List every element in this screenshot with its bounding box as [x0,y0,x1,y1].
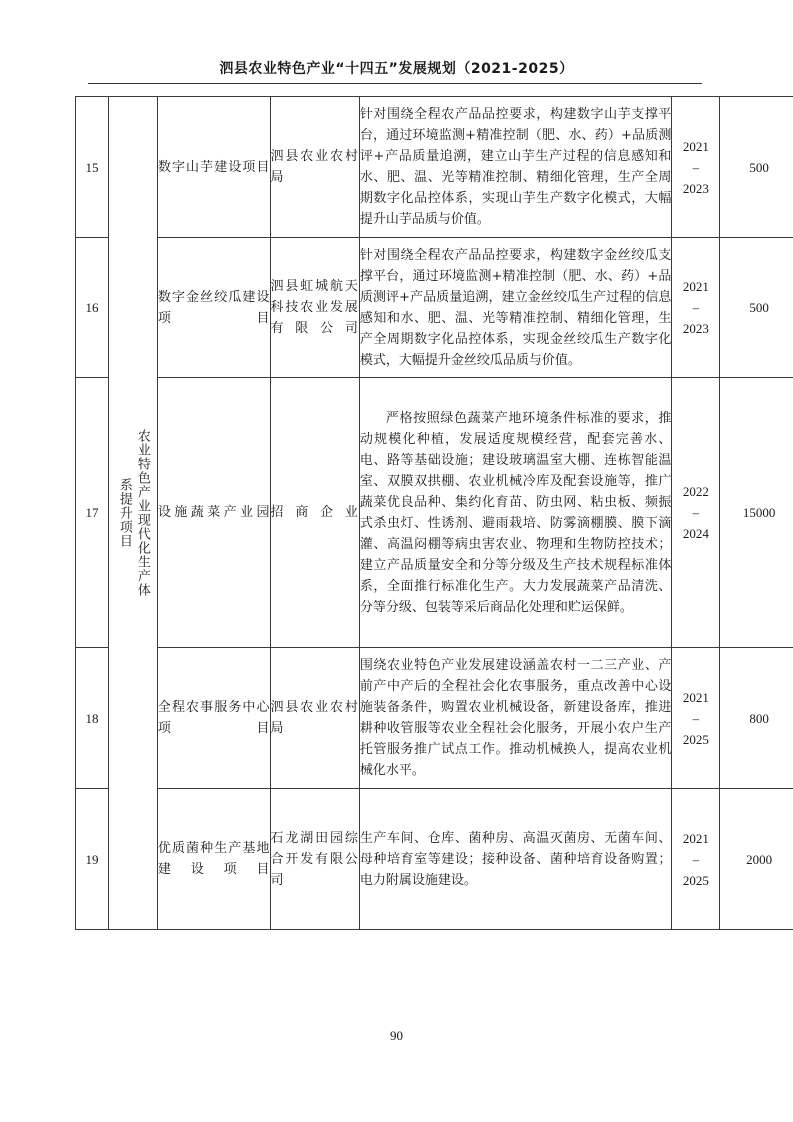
investment-amount: 500 [720,238,793,378]
table-row [76,378,793,648]
project-table [75,96,793,930]
period-start: 2021 [682,689,709,705]
table-row [76,238,793,378]
period-dash: – [692,710,700,726]
project-name: 全程农事服务中心项目 [157,648,270,789]
category-label: 农业特色产业现代化生产体系提升项目 [116,429,150,597]
responsible-unit: 招商企业 [270,378,359,648]
table-row [76,648,793,789]
project-name: 数字山芋建设项目 [157,97,270,238]
construction-period [672,648,720,789]
period-end: 2023 [682,321,709,336]
construction-period [672,378,720,648]
period-dash: – [692,851,700,867]
table-row [76,97,793,238]
construction-period [672,238,720,378]
responsible-unit: 石龙湖田园综合开发有限公司 [270,789,359,930]
period-start: 2021 [682,279,709,294]
project-description: 针对围绕全程农产品品控要求，构建数字山芋支撑平台，通过环境监测+精准控制（肥、水、药）+品质测评+产品质量追溯，建立山芋生产过程的信息感知和水、肥、温、光等精准控制、精细化管理，生产全周期数字化品控体系，实现山芋生产数字化模式，大幅提升山芋品质与价值。 [359,97,672,238]
period-end: 2024 [682,526,709,541]
project-description: 针对围绕全程农产品品控要求，构建数字金丝绞瓜支撑平台，通过环境监测+精准控制（肥、水、药）+品质测评+产品质量追溯，建立金丝绞瓜生产过程的信息感知和水、肥、温、光等精准控制、精细化管理，生产全周期数字化品控体系，实现金丝绞瓜生产数字化模式，大幅提升金丝绞瓜品质与价值。 [359,238,672,378]
project-description: 生产车间、仓库、菌种房、高温灭菌房、无菌车间、母种培育室等建设；接种设备、菌种培育设备购置；电力附属设施建设。 [359,789,672,930]
period-dash: – [692,159,700,175]
period-end: 2023 [682,180,709,196]
header-rule [88,83,702,84]
responsible-unit: 泗县农业农村局 [270,97,359,238]
row-number: 18 [76,648,109,789]
category-cell [108,97,157,930]
row-number: 19 [76,789,109,930]
page-number: 90 [390,1028,403,1043]
period-end: 2025 [682,731,709,747]
project-name: 数字金丝绞瓜建设项目 [157,238,270,378]
investment-amount: 800 [720,648,793,789]
investment-amount: 2000 [720,789,793,930]
construction-period [672,789,720,930]
table-row [76,789,793,930]
row-number: 15 [76,97,109,238]
period-start: 2022 [682,484,709,499]
row-number: 17 [76,378,109,648]
period-start: 2021 [682,138,709,154]
responsible-unit: 泗县虹城航天科技农业发展有限公司 [270,238,359,378]
period-dash: – [692,300,700,315]
investment-amount: 15000 [720,378,793,648]
page-header-title: 泗县农业特色产业“十四五”发展规划（2021-2025） [219,61,574,77]
project-description: 严格按照绿色蔬菜产地环境条件标准的要求，推动规模化种植，发展适度规模经营，配套完善水、电、路等基础设施；建设玻璃温室大棚、连栋智能温室、双膜双拱棚、农业机械冷库及配套设施等，推广蔬菜优良品种、集约化育苗、防虫网、粘虫板、频振式杀虫灯、性诱剂、避雨栽培、防雾滴棚膜、膜下滴灌、高温闷棚等病虫害农业、物理和生物防控技术；建立产品质量安全和分等分级及生产技术规程标准体系，全面推行标准化生产。大力发展蔬菜产品清洗、分等分级、包装等采后商品化处理和贮运保鲜。 [359,378,672,648]
period-dash: – [692,505,700,520]
project-description: 围绕农业特色产业发展建设涵盖农村一二三产业、产前产中产后的全程社会化农事服务，重点改善中心设施装备条件，购置农业机械设备，新建设备库，推进耕种收管服等农业全程社会化服务，开展小农户生产托管服务推广试点工作。推动机械换人，提高农业机械化水平。 [359,648,672,789]
investment-amount: 500 [720,97,793,238]
period-end: 2025 [682,872,709,888]
row-number: 16 [76,238,109,378]
project-name: 优质菌种生产基地建设项目 [157,789,270,930]
construction-period [672,97,720,238]
period-start: 2021 [682,830,709,846]
project-name: 设施蔬菜产业园 [157,378,270,648]
responsible-unit: 泗县农业农村局 [270,648,359,789]
